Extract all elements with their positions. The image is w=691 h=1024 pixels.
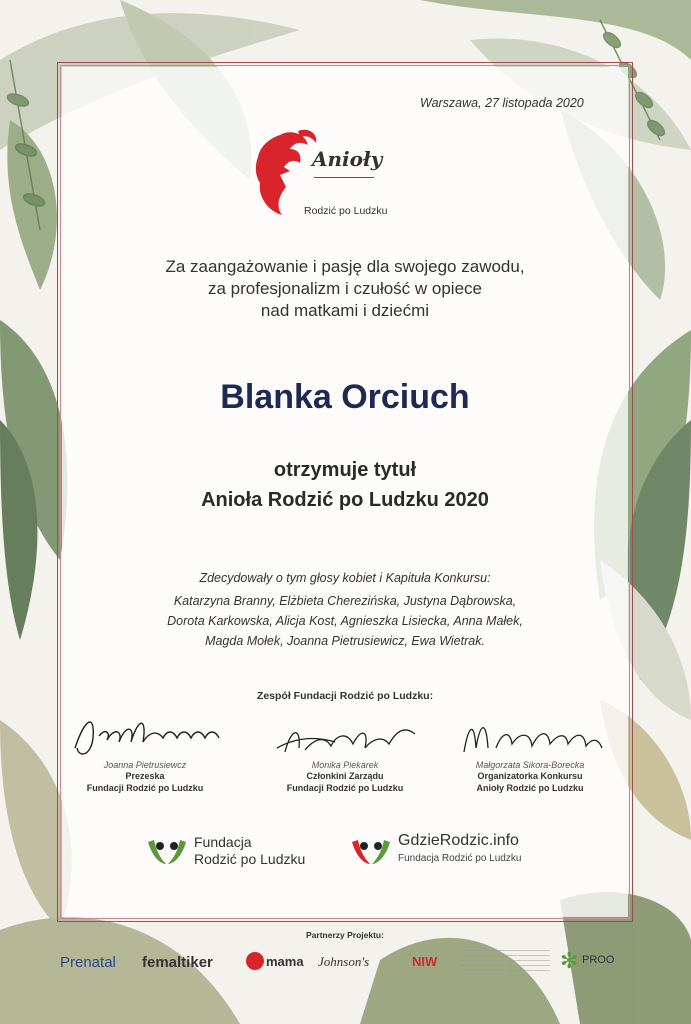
signature-block bbox=[260, 708, 430, 794]
signatory-role: Prezeska bbox=[125, 771, 165, 781]
signatory-role: Fundacji Rodzić po Ludzku bbox=[86, 783, 204, 793]
award-line: otrzymuje tytuł bbox=[273, 459, 417, 481]
partner-niw: NIW bbox=[412, 954, 438, 969]
gdzierodzic-subtitle: Fundacja Rodzić po Ludzku bbox=[398, 853, 522, 864]
signatory-role: Anioły Rodzić po Ludzku bbox=[476, 783, 584, 793]
anioly-logo bbox=[250, 127, 410, 227]
signature-image bbox=[65, 708, 225, 762]
jury-text bbox=[95, 568, 595, 651]
jury-line: Magda Mołek, Joanna Pietrusiewicz, Ewa Wietrak. bbox=[205, 634, 485, 648]
foundation-name bbox=[194, 834, 305, 868]
foundation-line: Rodzić po Ludzku bbox=[194, 851, 306, 867]
signatory-role: Członkini Zarządu bbox=[306, 771, 384, 781]
certificate-date: Warszawa, 27 listopada 2020 bbox=[420, 96, 584, 110]
award-line: Anioła Rodzić po Ludzku 2020 bbox=[201, 489, 489, 511]
logo-title: Anioły bbox=[312, 147, 383, 171]
signatory-role: Organizatorka Konkursu bbox=[477, 771, 583, 781]
angel-logo-icon bbox=[250, 127, 320, 217]
intro-line: za profesjonalizm i czułość w opiece bbox=[207, 279, 482, 298]
signature-image bbox=[450, 708, 610, 762]
signatory-name: Joanna Pietrusiewcz bbox=[103, 760, 187, 770]
jury-line: Katarzyna Branny, Elżbieta Cherezińska, Justyna Dąbrowska, bbox=[173, 594, 517, 608]
signature-block bbox=[445, 708, 615, 794]
signatory-name: Małgorzata Sikora-Borecka bbox=[475, 760, 585, 770]
proo-icon: ✻ bbox=[560, 948, 579, 973]
foundation-line: Fundacja bbox=[194, 834, 252, 850]
logo-divider bbox=[314, 177, 374, 178]
recipient-name: Blanka Orciuch bbox=[220, 378, 470, 416]
signatory-role: Fundacji Rodzić po Ludzku bbox=[286, 783, 404, 793]
signatory-name: Monika Piekarek bbox=[311, 760, 379, 770]
partner-femaltiker: femaltiker bbox=[142, 954, 213, 971]
partners-label: Partnerzy Projektu: bbox=[306, 930, 384, 940]
signature-block bbox=[60, 708, 230, 794]
award-title bbox=[95, 455, 595, 515]
logo-subtitle: Rodzić po Ludzku bbox=[304, 205, 388, 217]
intro-line: nad matkami i dziećmi bbox=[260, 301, 430, 320]
gdzierodzic-icon bbox=[350, 836, 392, 868]
mama-logo-icon bbox=[246, 952, 264, 970]
jury-line: Dorota Karkowska, Alicja Kost, Agnieszka Lisiecka, Anna Małek, bbox=[167, 614, 523, 628]
foundation-icon bbox=[146, 836, 188, 868]
partner-proo: PROO bbox=[582, 954, 615, 966]
partner-prenatal: Prenatal bbox=[60, 954, 116, 971]
gdzierodzic-logo bbox=[350, 832, 570, 872]
partners-row bbox=[60, 946, 680, 986]
jury-intro: Zdecydowały o tym głosy kobiet i Kapituła Konkursu: bbox=[199, 571, 491, 585]
partner-johnsons: Johnson's bbox=[318, 954, 370, 969]
niw-note-text bbox=[460, 950, 550, 974]
team-label: Zespół Fundacji Rodzić po Ludzku: bbox=[256, 690, 434, 702]
foundation-logo bbox=[146, 832, 346, 872]
partner-mama: mama bbox=[266, 954, 304, 969]
gdzierodzic-title: GdzieRodzic.info bbox=[398, 832, 519, 849]
signature-image bbox=[265, 708, 425, 762]
intro-text bbox=[95, 256, 595, 322]
intro-line: Za zaangażowanie i pasję dla swojego zawodu, bbox=[165, 257, 525, 276]
